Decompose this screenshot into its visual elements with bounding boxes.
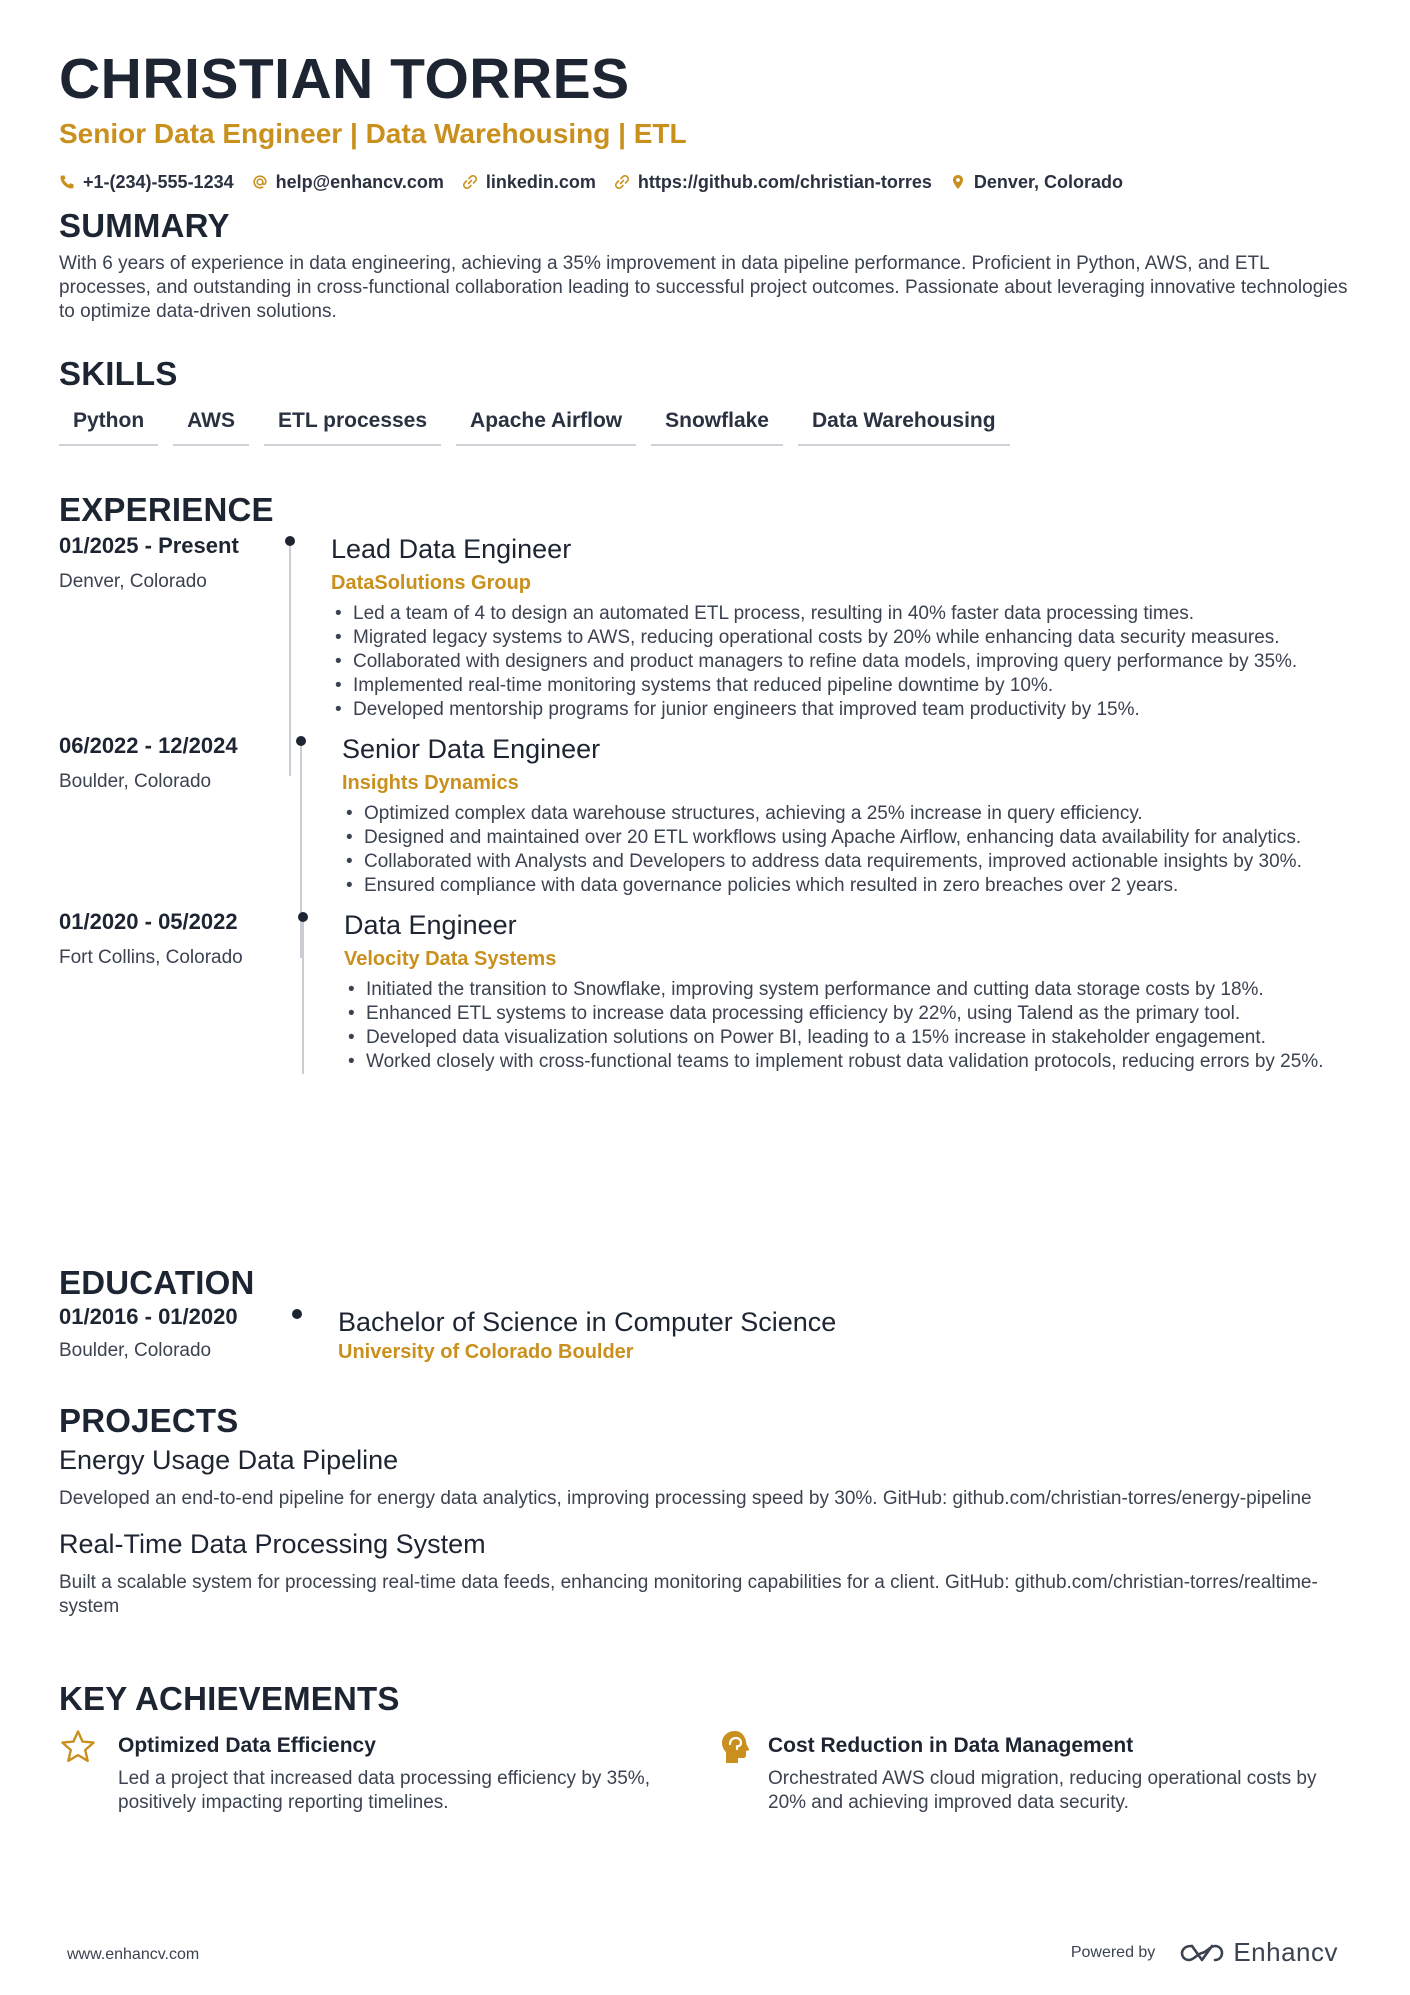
achievement-description: Orchestrated AWS cloud migration, reducing operational costs by 20% and achieving improved data security. [768, 1768, 1317, 1813]
achievement-title: Optimized Data Efficiency [118, 1734, 376, 1757]
project-description: Developed an end-to-end pipeline for energy data analytics, improving processing speed by 30%. GitHub: github.com/christian-torres/energy-pipeline [59, 1488, 1312, 1509]
job-bullet: • Ensured compliance with data governance policies which resulted in zero breaches over 2 years. [342, 874, 1359, 898]
company-name: Insights Dynamics [342, 772, 519, 794]
projects-title: PROJECTS [59, 1402, 239, 1439]
contact-linkedin-text: linkedin.com [485, 172, 596, 192]
skill-tag: Snowflake [651, 408, 783, 446]
link-icon [462, 174, 478, 190]
skill-tag: Apache Airflow [456, 408, 636, 446]
experience-item [59, 732, 1359, 898]
contact-location [950, 170, 1123, 194]
summary-title: SUMMARY [59, 207, 230, 244]
contact-phone-text: +1-(234)-555-1234 [83, 172, 234, 192]
achievement-item [59, 1733, 709, 1815]
education-title: EDUCATION [59, 1264, 255, 1301]
skills-section [59, 354, 1010, 446]
job-location: Fort Collins, Colorado [59, 947, 243, 968]
job-bullets [342, 802, 1359, 898]
timeline-dot [298, 912, 308, 922]
contact-email-text: help@enhancv.com [275, 172, 444, 192]
at-icon [252, 174, 268, 190]
project-description: Built a scalable system for processing real-time data feeds, enhancing monitoring capabilities for a client. GitHub: github.com/christian-torres/realtime-system [59, 1572, 1318, 1617]
education-location: Boulder, Colorado [59, 1340, 212, 1361]
footer-branding [1071, 1937, 1338, 1968]
footer-website[interactable]: www.enhancv.com [67, 1946, 200, 1963]
enhancv-brand-text: Enhancv [1233, 1937, 1338, 1967]
skill-tag: AWS [173, 408, 249, 446]
job-bullet: • Designed and maintained over 20 ETL workflows using Apache Airflow, enhancing data availability for analytics. [342, 826, 1359, 850]
job-bullets [344, 978, 1359, 1074]
skill-tag: ETL processes [264, 408, 441, 446]
headline: Senior Data Engineer | Data Warehousing | ETL [59, 118, 687, 149]
skills-list [59, 408, 1010, 446]
job-dates: 06/2022 - 12/2024 [59, 733, 238, 758]
job-bullet: • Developed data visualization solutions on Power BI, leading to a 15% increase in stakeholder engagement. [344, 1026, 1359, 1050]
achievements-title: KEY ACHIEVEMENTS [59, 1680, 400, 1717]
enhancv-logo-icon [1179, 1941, 1225, 1965]
job-title: Senior Data Engineer [342, 734, 601, 764]
skill-tag: Data Warehousing [798, 408, 1010, 446]
skills-title: SKILLS [59, 355, 178, 392]
timeline-line [302, 914, 304, 1074]
company-name: DataSolutions Group [331, 572, 531, 594]
location-pin-icon [950, 174, 966, 190]
head-brain-icon [719, 1729, 753, 1767]
contact-email[interactable] [252, 170, 444, 194]
achievement-item [709, 1733, 1359, 1815]
timeline-dot [285, 536, 295, 546]
enhancv-logo[interactable] [1179, 1937, 1338, 1968]
job-bullet: • Developed mentorship programs for junior engineers that improved team productivity by 15%. [331, 698, 1359, 722]
achievement-title: Cost Reduction in Data Management [768, 1734, 1134, 1757]
contact-linkedin[interactable] [462, 170, 596, 194]
job-dates: 01/2020 - 05/2022 [59, 909, 238, 934]
education-section [59, 1263, 1359, 1365]
contact-github-text: https://github.com/christian-torres [637, 172, 932, 192]
job-bullet: • Implemented real-time monitoring systems that reduced pipeline downtime by 10%. [331, 674, 1359, 698]
candidate-name: CHRISTIAN TORRES [59, 47, 630, 111]
achievements-grid [59, 1733, 1359, 1815]
job-title: Lead Data Engineer [331, 534, 572, 564]
project-item [59, 1443, 1359, 1511]
powered-by-label: Powered by [1070, 1943, 1156, 1961]
resume-page [59, 47, 1359, 1813]
timeline-dot [292, 1309, 302, 1319]
experience-title: EXPERIENCE [59, 491, 274, 528]
project-item [59, 1527, 1359, 1619]
job-dates: 01/2025 - Present [59, 533, 239, 558]
job-location: Boulder, Colorado [59, 771, 212, 792]
education-dates: 01/2016 - 01/2020 [59, 1304, 238, 1329]
projects-section [59, 1401, 1359, 1619]
summary-section [59, 206, 1349, 324]
school-name: University of Colorado Boulder [338, 1341, 634, 1363]
job-bullet: • Optimized complex data warehouse structures, achieving a 25% increase in query efficiency. [342, 802, 1359, 826]
job-location: Denver, Colorado [59, 571, 207, 592]
project-title: Energy Usage Data Pipeline [59, 1445, 399, 1475]
experience-item [59, 532, 1359, 722]
experience-section [59, 490, 1359, 1074]
job-bullet: • Collaborated with designers and product managers to refine data models, improving query performance by 35%. [331, 650, 1359, 674]
job-bullet: • Worked closely with cross-functional teams to implement robust data validation protocols, reducing errors by 25%. [344, 1050, 1359, 1074]
job-bullet: • Collaborated with Analysts and Developers to address data requirements, improved actionable insights by 30%. [342, 850, 1359, 874]
star-icon [59, 1729, 97, 1765]
project-title: Real-Time Data Processing System [59, 1529, 486, 1559]
job-bullet: • Led a team of 4 to design an automated ETL process, resulting in 40% faster data processing times. [331, 602, 1359, 626]
contact-phone[interactable] [59, 170, 234, 194]
job-bullet: • Initiated the transition to Snowflake, improving system performance and cutting data storage costs by 18%. [344, 978, 1359, 1002]
job-title: Data Engineer [344, 910, 517, 940]
timeline-dot [296, 736, 306, 746]
skill-tag: Python [59, 408, 158, 446]
degree: Bachelor of Science in Computer Science [338, 1307, 837, 1337]
experience-item [59, 908, 1359, 1074]
summary-text: With 6 years of experience in data engineering, achieving a 35% improvement in data pipeline performance. Proficient in Python, AWS, and ETL processes, and outstanding in cross-functional collaboration leading to successful project outcomes. Passionate about leveraging innovative technologies to optimize data-driven solutions. [59, 253, 1348, 322]
achievements-section [59, 1679, 1359, 1815]
education-item [59, 1303, 1359, 1365]
job-bullets [331, 602, 1359, 722]
phone-icon [59, 174, 75, 190]
contact-github[interactable] [614, 170, 932, 194]
contact-location-text: Denver, Colorado [973, 172, 1123, 192]
job-bullet: • Migrated legacy systems to AWS, reducing operational costs by 20% while enhancing data security measures. [331, 626, 1359, 650]
achievement-description: Led a project that increased data processing efficiency by 35%, positively impacting reporting timelines. [118, 1768, 650, 1813]
job-bullet: • Enhanced ETL systems to increase data processing efficiency by 22%, using Talend as the primary tool. [344, 1002, 1359, 1026]
link-icon [614, 174, 630, 190]
company-name: Velocity Data Systems [344, 948, 557, 970]
contact-bar [59, 170, 1359, 194]
